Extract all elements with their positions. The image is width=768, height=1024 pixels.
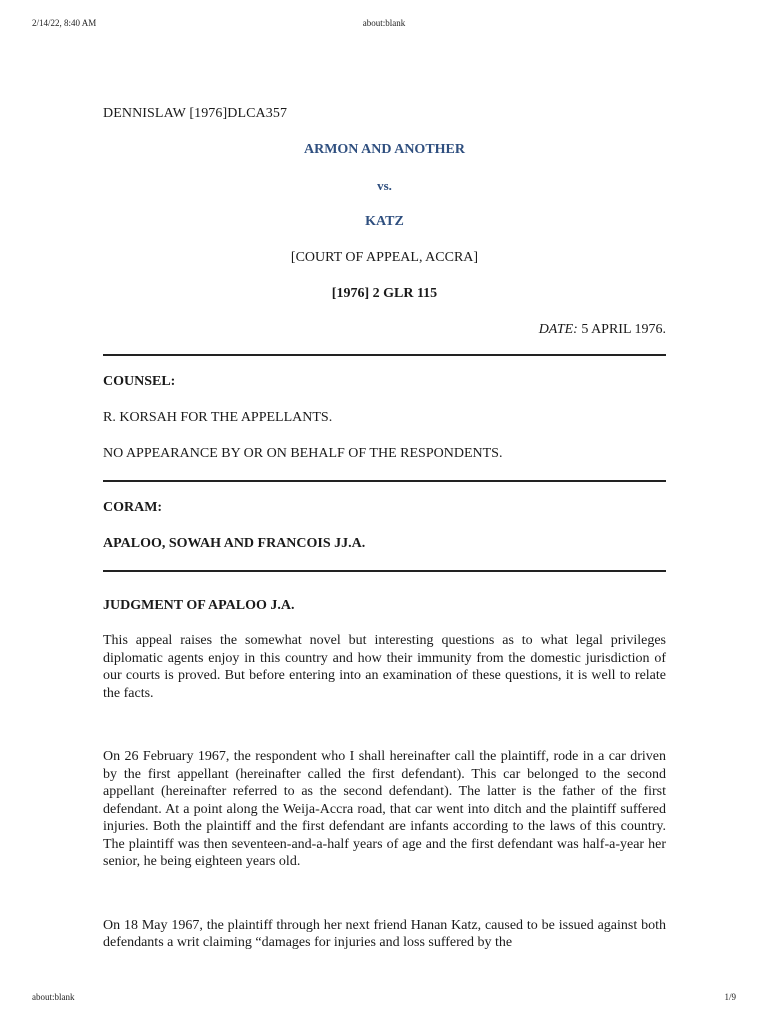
print-header bbox=[0, 18, 768, 32]
divider bbox=[103, 480, 666, 482]
print-footer bbox=[0, 992, 768, 1006]
counsel-respondents: NO APPEARANCE BY OR ON BEHALF OF THE RESPONDENTS. bbox=[103, 446, 503, 461]
paragraph-2: On 26 February 1967, the respondent who I shall hereinafter call the plaintiff, rode in a car driven by the first appellant (hereinafter called the first defendant). This car belonged to the second appellant (hereinafter referred to as the second defendant). The latter is the father of the first defendant. At a point along the Weija-Accra road, that car went into ditch and the plaintiff suffered injuries. Both the plaintiff and the first defendant are infants according to the laws of this country. The plaintiff was then seventeen-and-a-half years of age and the first defendant was half-a-year her senior, he being eighteen years old. bbox=[103, 749, 666, 869]
case-citation: DENNISLAW [1976]DLCA357 bbox=[103, 106, 288, 121]
party-one: ARMON AND ANOTHER bbox=[303, 142, 465, 157]
coram-heading: CORAM: bbox=[103, 500, 163, 515]
divider bbox=[103, 570, 666, 572]
versus-label: vs. bbox=[377, 178, 392, 193]
print-datetime: 2/14/22, 8:40 AM bbox=[32, 18, 97, 28]
divider bbox=[103, 354, 666, 356]
court-name: [COURT OF APPEAL, ACCRA] bbox=[290, 250, 479, 265]
print-header-url: about:blank bbox=[362, 18, 406, 28]
law-report-citation: [1976] 2 GLR 115 bbox=[331, 286, 438, 301]
print-footer-url: about:blank bbox=[32, 992, 75, 1002]
date-label: DATE: bbox=[538, 322, 578, 337]
party-two: KATZ bbox=[365, 214, 404, 229]
counsel-appellants: R. KORSAH FOR THE APPELLANTS. bbox=[103, 410, 333, 425]
paragraph-3: On 18 May 1967, the plaintiff through her next friend Hanan Katz, caused to be issued against both defendants a writ claiming “damages for injuries and loss suffered by the bbox=[103, 917, 666, 950]
document-body bbox=[103, 104, 666, 968]
counsel-heading: COUNSEL: bbox=[103, 374, 176, 389]
judgment-heading: JUDGMENT OF APALOO J.A. bbox=[103, 598, 295, 613]
paragraph-1: This appeal raises the somewhat novel but interesting questions as to what legal privileges diplomatic agents enjoy in this country and how their immunity from the domestic jurisdiction of our courts is proved. But before entering into an examination of these questions, it is well to relate the facts. bbox=[103, 633, 666, 701]
page-number: 1/9 bbox=[724, 992, 736, 1002]
judgment-date bbox=[103, 320, 666, 340]
date-value: 5 APRIL 1976. bbox=[577, 322, 666, 337]
coram-judges: APALOO, SOWAH AND FRANCOIS JJ.A. bbox=[103, 536, 366, 551]
